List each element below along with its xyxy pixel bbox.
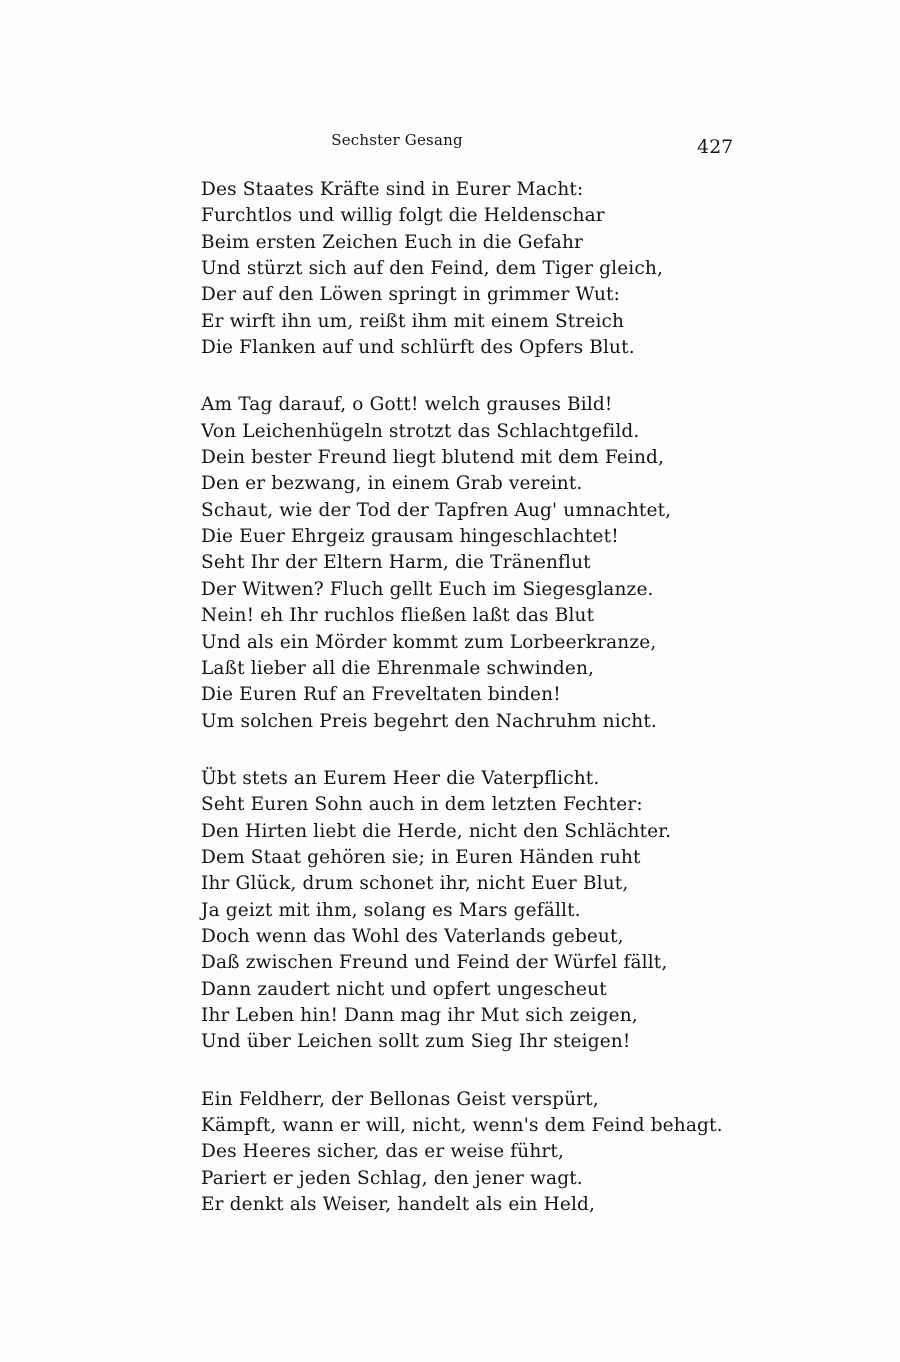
verse-line: Um solchen Preis begehrt den Nachruhm nicht. xyxy=(201,710,657,732)
verse-line: Und stürzt sich auf den Feind, dem Tiger gleich, xyxy=(201,258,663,280)
verse-line: Nein! eh Ihr ruchlos fließen laßt das Blut xyxy=(201,605,595,627)
verse-line: Von Leichenhügeln strotzt das Schlachtgefild. xyxy=(201,420,640,442)
stanza-1 xyxy=(201,177,761,361)
verse-line: Schaut, wie der Tod der Tapfren Aug' umnachtet, xyxy=(201,499,672,521)
verse-line: Des Staates Kräfte sind in Eurer Macht: xyxy=(201,179,584,200)
verse-line: Er wirft ihn um, reißt ihm mit einem Streich xyxy=(201,310,625,332)
stanza-3 xyxy=(201,766,761,1056)
verse-line: Den Hirten liebt die Herde, nicht den Schlächter. xyxy=(201,820,672,842)
verse-line: Am Tag darauf, o Gott! welch grauses Bild! xyxy=(201,394,613,416)
verse-line: Ein Feldherr, der Bellonas Geist verspürt, xyxy=(201,1088,599,1110)
verse-line: Die Flanken auf und schlürft des Opfers Blut. xyxy=(201,337,635,359)
running-title: Sechster Gesang xyxy=(331,131,463,149)
verse-line: Pariert er jeden Schlag, den jener wagt. xyxy=(201,1167,583,1189)
stanza-2 xyxy=(201,392,761,734)
page-number: 427 xyxy=(697,136,734,158)
verse-line: Doch wenn das Wohl des Vaterlands gebeut, xyxy=(201,925,624,947)
verse-line: Die Euren Ruf an Freveltaten binden! xyxy=(201,684,561,706)
verse-line: Daß zwischen Freund und Feind der Würfel fällt, xyxy=(201,952,668,974)
verse-line: Beim ersten Zeichen Euch in die Gefahr xyxy=(201,231,584,253)
stanza-4 xyxy=(201,1087,761,1219)
verse-line: Ja geizt mit ihm, solang es Mars gefällt. xyxy=(201,899,581,921)
verse-line: Den er bezwang, in einem Grab vereint. xyxy=(201,473,583,495)
verse-line: Dein bester Freund liegt blutend mit dem Feind, xyxy=(201,447,665,469)
verse-line: Ihr Glück, drum schonet ihr, nicht Euer Blut, xyxy=(201,873,629,895)
verse-line: Seht Euren Sohn auch in dem letzten Fechter: xyxy=(201,794,643,816)
verse-line: Dann zaudert nicht und opfert ungescheut xyxy=(201,978,607,1000)
verse-line: Und als ein Mörder kommt zum Lorbeerkranze, xyxy=(201,631,657,653)
verse-line: Des Heeres sicher, das er weise führt, xyxy=(201,1141,565,1163)
verse-line: Der auf den Löwen springt in grimmer Wut: xyxy=(201,284,621,306)
verse-line: Die Euer Ehrgeiz grausam hingeschlachtet! xyxy=(201,526,619,548)
verse-line: Er denkt als Weiser, handelt als ein Held, xyxy=(201,1194,596,1216)
verse-line: Kämpft, wann er will, nicht, wenn's dem Feind behagt. xyxy=(201,1115,723,1136)
verse-line: Furchtlos und willig folgt die Heldenschar xyxy=(201,205,605,227)
verse-line: Der Witwen? Fluch gellt Euch im Siegesglanze. xyxy=(201,578,654,600)
verse-line: Übt stets an Eurem Heer die Vaterpflicht. xyxy=(201,767,600,789)
verse-line: Und über Leichen sollt zum Sieg Ihr steigen! xyxy=(201,1031,631,1053)
verse-line: Dem Staat gehören sie; in Euren Händen ruht xyxy=(201,846,641,868)
verse-line: Seht Ihr der Eltern Harm, die Tränenflut xyxy=(201,552,591,574)
verse-line: Laßt lieber all die Ehrenmale schwinden, xyxy=(201,657,595,679)
poem-body xyxy=(201,177,761,1249)
verse-line: Ihr Leben hin! Dann mag ihr Mut sich zeigen, xyxy=(201,1004,638,1026)
